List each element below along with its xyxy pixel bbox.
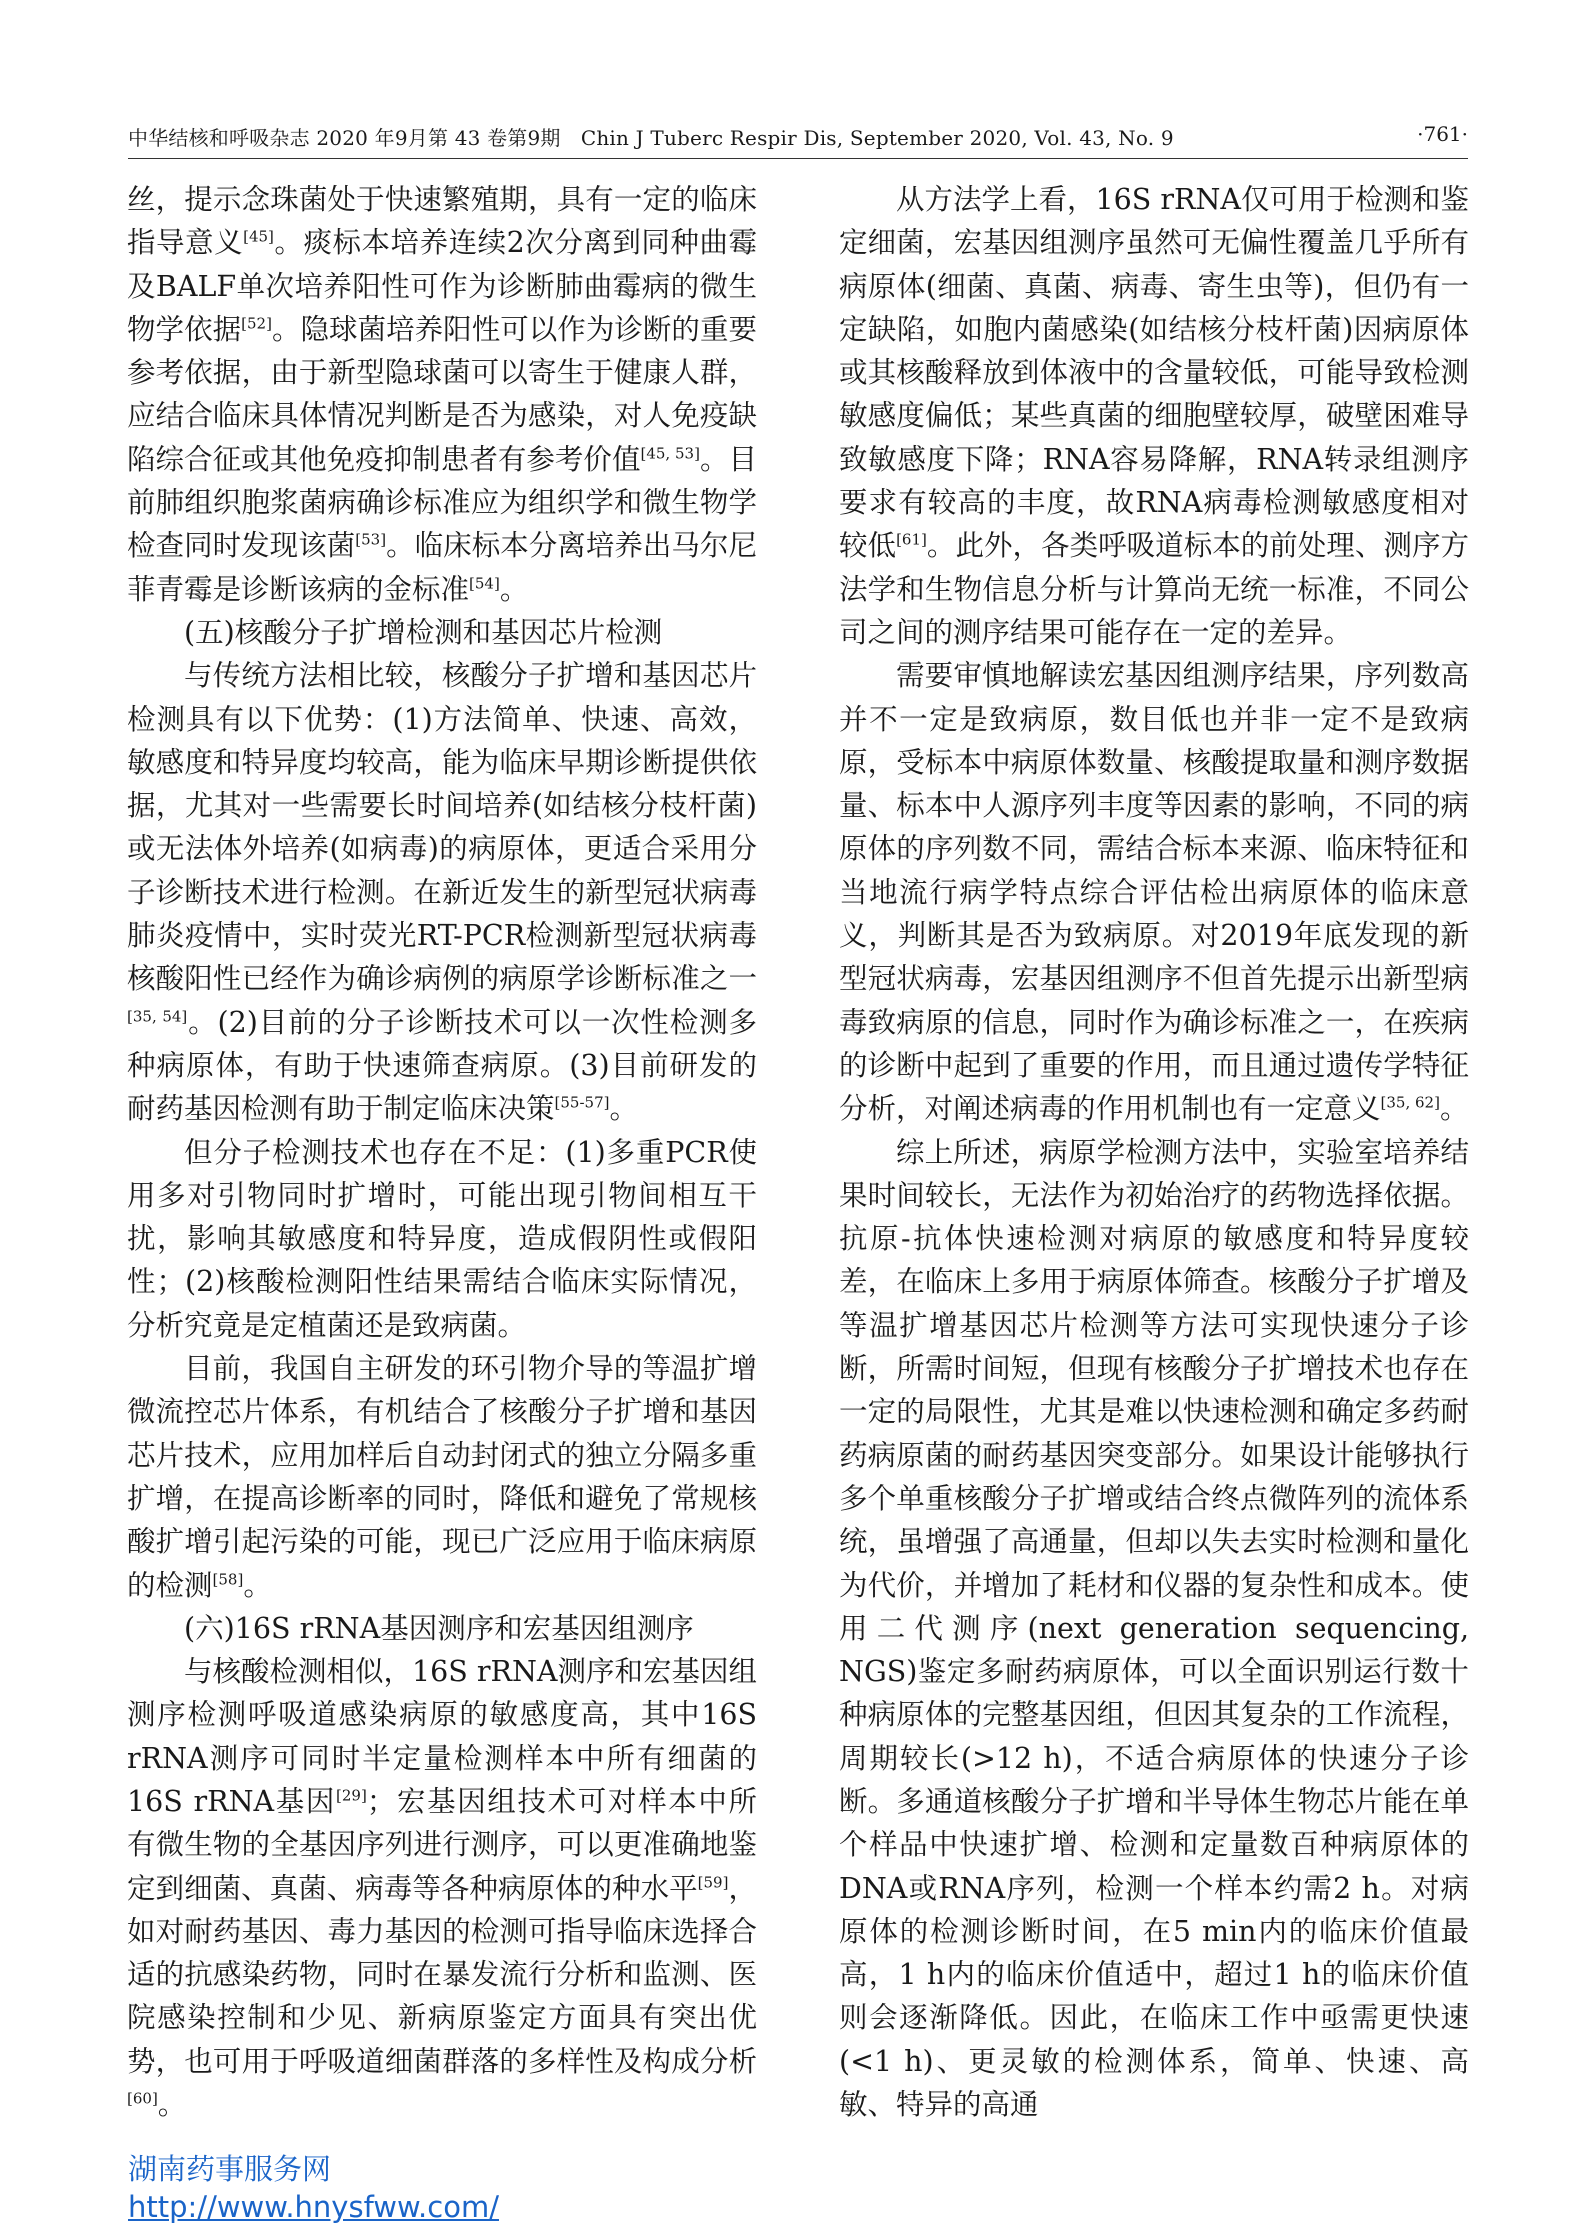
- page-number: ·761·: [1417, 122, 1468, 146]
- citation-ref: [61]: [896, 530, 927, 549]
- paragraph: 综上所述，病原学检测方法中，实验室培养结果时间较长，无法作为初始治疗的药物选择依据。抗原-抗体快速检测对病原的敏感度和特异度较差，在临床上多用于病原体筛查。核酸分子扩增及等温扩增基因芯片检测等方法可实现快速分子诊断，所需时间短，但现有核酸分子扩增技术也存在一定的局限性，尤其是难以快速检测和确定多药耐药病原菌的耐药基因突变部分。如果设计能够执行多个单重核酸分子扩增或结合终点微阵列的流体系统，虽增强了高通量，但却以失去实时检测和量化为代价，并增加了耗材和仪器的复杂性和成本。使用二代测序(next generation sequencing, NGS)鉴定多耐药病原体，可以全面识别运行数十种病原体的完整基因组，但因其复杂的工作流程，周期较长(>12 h)，不适合病原体的快速分子诊断。多通道核酸分子扩增和半导体生物芯片能在单个样品中快速扩增、检测和定量数百种病原体的DNA或RNA序列，检测一个样本约需2 h。对病原体的检测诊断时间，在5 min内的临床价值最高，1 h内的临床价值适中，超过1 h的临床价值则会逐渐降低。因此，在临床工作中亟需更快速(<1 h)、更灵敏的检测体系，简单、快速、高敏、特异的高通: [839, 1135, 1469, 2122]
- citation-ref: [35, 62]: [1380, 1093, 1440, 1112]
- paragraph: 从方法学上看，16S rRNA仅可用于检测和鉴定细菌，宏基因组测序虽然可无偏性覆盖几乎所有病原体(细菌、真菌、病毒、寄生虫等)，但仍有一定缺陷，如胞内菌感染(如结核分枝杆菌)因病原体或其核酸释放到体液中的含量较低，可能导致检测敏感度偏低；某些真菌的细胞壁较厚，破壁困难导致敏感度下降；RNA容易降解，RNA转录组测序要求有较高的丰度，故RNA病毒检测敏感度相对较低[61]。此外，各类呼吸道标本的前处理、测序方法学和生物信息分析与计算尚无统一标准，不同公司之间的测序结果可能存在一定的差异。: [839, 183, 1469, 649]
- paragraph: 与核酸检测相似，16S rRNA测序和宏基因组测序检测呼吸道感染病原的敏感度高，其中16S rRNA测序可同时半定量检测样本中所有细菌的16S rRNA基因[29]；宏基因组技术可对样本中所有微生物的全基因序列进行测序，可以更准确地鉴定到细菌、真菌、病毒等各种病原体的种水平[59]，如对耐药基因、毒力基因的检测可指导临床选择合适的抗感染药物，同时在暴发流行分析和监测、医院感染控制和少见、新病原鉴定方面具有突出优势，也可用于呼吸道细菌群落的多样性及构成分析[60]。: [127, 1655, 757, 2122]
- paragraph: 需要审慎地解读宏基因组测序结果，序列数高并不一定是致病原，数目低也并非一定不是致病原，受标本中病原体数量、核酸提取量和测序数据量、标本中人源序列丰度等因素的影响，不同的病原体的序列数不同，需结合标本来源、临床特征和当地流行病学特点综合评估检出病原体的临床意义，判断其是否为致病原。对2019年底发现的新型冠状病毒，宏基因组测序不但首先提示出新型病毒致病原的信息，同时作为确诊标准之一，在疾病的诊断中起到了重要的作用，而且通过遗传学特征分析，对阐述病毒的作用机制也有一定意义[35, 62]。: [839, 659, 1469, 1126]
- right-column: [839, 178, 1469, 2122]
- watermark-footer: [128, 2150, 499, 2226]
- citation-ref: [59]: [697, 1873, 729, 1892]
- site-url-link[interactable]: http://www.hnysfww.com/: [128, 2190, 499, 2224]
- paragraph: 与传统方法相比较，核酸分子扩增和基因芯片检测具有以下优势：(1)方法简单、快速、高效，敏感度和特异度均较高，能为临床早期诊断提供依据，尤其对一些需要长时间培养(如结核分枝杆菌)或无法体外培养(如病毒)的病原体，更适合采用分子诊断技术进行检测。在新近发生的新型冠状病毒肺炎疫情中，实时荧光RT-PCR检测新型冠状病毒核酸阳性已经作为确诊病例的病原学诊断标准之一[35, 54]。(2)目前的分子诊断技术可以一次性检测多种病原体，有助于快速筛查病原。(3)目前研发的耐药基因检测有助于制定临床决策[55-57]。: [127, 659, 757, 1126]
- citation-ref: [45, 53]: [640, 444, 700, 463]
- citation-ref: [52]: [241, 314, 272, 333]
- section-heading: (六)16S rRNA基因测序和宏基因组测序: [184, 1611, 694, 1645]
- left-column: [127, 178, 757, 2122]
- site-name: 湖南药事服务网: [128, 2152, 332, 2186]
- paragraph: 丝，提示念珠菌处于快速繁殖期，具有一定的临床指导意义[45]。痰标本培养连续2次分离到同种曲霉及BALF单次培养阳性可作为诊断肺曲霉病的微生物学依据[52]。隐球菌培养阳性可以作为诊断的重要参考依据，由于新型隐球菌可以寄生于健康人群，应结合临床具体情况判断是否为感染，对人免疫缺陷综合征或其他免疫抑制患者有参考价值[45, 53]。目前肺组织胞浆菌病确诊标准应为组织学和微生物学检查同时发现该菌[53]。临床标本分离培养出马尔尼菲青霉是诊断该病的金标准[54]。: [127, 183, 757, 606]
- running-header: [128, 118, 1468, 159]
- citation-ref: [29]: [336, 1786, 367, 1805]
- citation-ref: [55-57]: [554, 1093, 610, 1112]
- paragraph: 但分子检测技术也存在不足：(1)多重PCR使用多对引物同时扩增时，可能出现引物间相互干扰，影响其敏感度和特异度，造成假阴性或假阳性；(2)核酸检测阳性结果需结合临床实际情况，分析究竟是定植菌还是致病菌。: [127, 1135, 757, 1342]
- citation-ref: [58]: [212, 1570, 244, 1588]
- citation-ref: [60]: [127, 2089, 158, 2108]
- journal-citation: 中华结核和呼吸杂志 2020 年9月第 43 卷第9期 Chin J Tuberc Respir Dis, September 2020, Vol. 43, No. 9: [128, 126, 1174, 150]
- citation-ref: [54]: [469, 574, 500, 593]
- citation-ref: [35, 54]: [127, 1007, 188, 1026]
- section-heading: (五)核酸分子扩增检测和基因芯片检测: [184, 615, 663, 649]
- citation-ref: [53]: [355, 530, 387, 549]
- citation-ref: [45]: [243, 227, 274, 246]
- paragraph: 目前，我国自主研发的环引物介导的等温扩增微流控芯片体系，有机结合了核酸分子扩增和基因芯片技术，应用加样后自动封闭式的独立分隔多重扩增，在提高诊断率的同时，降低和避免了常规核酸扩增引起污染的可能，现已广泛应用于临床病原的检测[58]。: [127, 1352, 757, 1602]
